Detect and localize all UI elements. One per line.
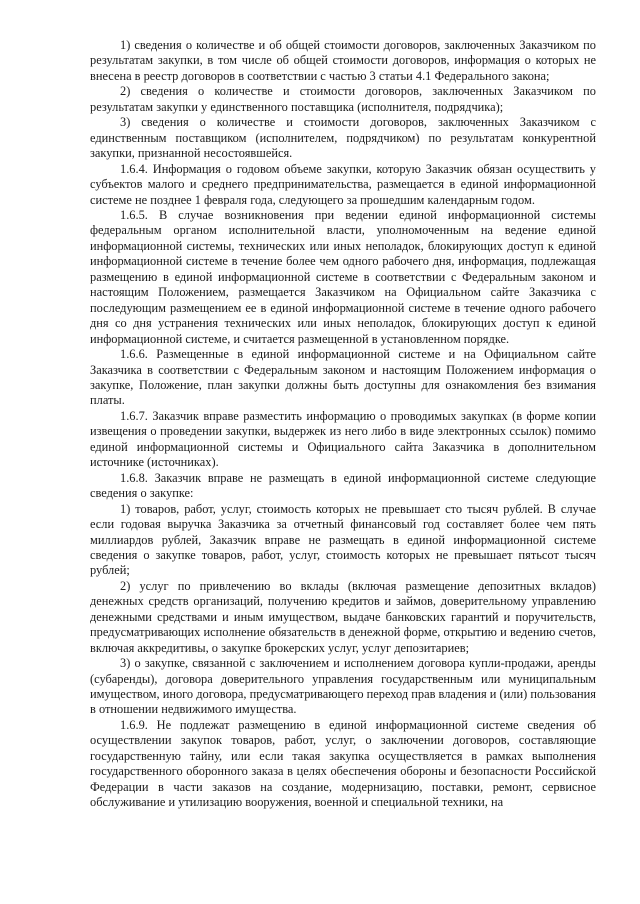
paragraph-item-1: 1) сведения о количестве и об общей стоимости договоров, заключенных Заказчиком по результатам закупки, в том числе об общей стоимости договоров, информация о которых не внесена в реестр договоров в соответствии с частью 3 статьи 4.1 Федерального закона; xyxy=(90,38,596,83)
paragraph-item-1-goods: 1) товаров, работ, услуг, стоимость которых не превышает сто тысяч рублей. В случае если годовая выручка Заказчика за отчетный финансовый год составляет более чем пять миллиардов рублей, Заказчик вправе не размещать в единой информационной системе сведения о закупке товаров, работ, услуг, стоимость которых не превышает пятьсот тысяч рублей; xyxy=(90,501,596,578)
paragraph-1-6-9: 1.6.9. Не подлежат размещению в единой информационной системе сведения об осуществлении закупок товаров, работ, услуг, о заключении договоров, составляющие государственную тайну, или если такая закупка осуществляется в рамках выполнения государственного оборонного заказа в целях обеспечения обороны и безопасности Российской Федерации в части заказов на создание, модернизацию, поставки, ремонт, сервисное обслуживание и утилизацию вооружения, военной и специальной техники, на xyxy=(90,717,596,810)
paragraph-1-6-4: 1.6.4. Информация о годовом объеме закупки, которую Заказчик обязан осуществить у субъектов малого и среднего предпринимательства, размещается в единой информационной системе не позднее 1 февраля года, следующего за прошедшим календарным годом. xyxy=(90,161,596,207)
paragraph-item-3: 3) сведения о количестве и стоимости договоров, заключенных Заказчиком с единственным поставщиком (исполнителем, подрядчиком) по результатам конкурентной закупки, признанной несостоявшейся. xyxy=(90,115,596,161)
paragraph-1-6-8: 1.6.8. Заказчик вправе не размещать в единой информационной системе следующие сведения о закупке: xyxy=(90,470,596,501)
document-body xyxy=(90,38,596,811)
paragraph-1-6-7: 1.6.7. Заказчик вправе разместить информацию о проводимых закупках (в форме копии извещения о проведении закупки, выдержек из него либо в виде электронных ссылок) помимо единой информационной системы и Официального сайта Заказчика в дополнительном источнике (источниках). xyxy=(90,408,596,470)
paragraph-item-3-property: 3) о закупке, связанной с заключением и исполнением договора купли-продажи, аренды (субаренды), договора доверительного управления государственным или муниципальным имуществом, иного договора, предусматривающего переход прав владения и (или) пользования в отношении недвижимого имущества. xyxy=(90,656,596,717)
paragraph-1-6-6: 1.6.6. Размещенные в единой информационной системе и на Официальном сайте Заказчика в соответствии с Федеральным законом и настоящим Положением информация о закупке, Положение, план закупки должны быть доступны для ознакомления без взимания платы. xyxy=(90,347,596,408)
paragraph-1-6-5: 1.6.5. В случае возникновения при ведении единой информационной системы федеральным органом исполнительной власти, уполномоченным на ведение единой информационной системы, технических или иных неполадок, блокирующих доступ к единой информационной системе в течение более чем одного рабочего дня, информация, подлежащая размещению в единой информационной системе в соответствии с Федеральным законом и настоящим Положением, размещается Заказчиком на Официальном сайте Заказчика с последующим размещением ее в единой информационной системе в течение одного рабочего дня со дня устранения технических или иных неполадок, блокирующих доступ к единой информационной системе, и считается размещенной в установленном порядке. xyxy=(90,207,596,346)
paragraph-item-2-services: 2) услуг по привлечению во вклады (включая размещение депозитных вкладов) денежных средств организаций, получению кредитов и займов, доверительному управлению денежными средствами и иным имуществом, выдаче банковских гарантий и поручительств, предусматривающих исполнение обязательств в денежной форме, открытию и ведению счетов, включая аккредитивы, о закупке брокерских услуг, услуг депозитариев; xyxy=(90,578,596,655)
paragraph-item-2: 2) сведения о количестве и стоимости договоров, заключенных Заказчиком по результатам закупки у единственного поставщика (исполнителя, подрядчика); xyxy=(90,84,596,114)
